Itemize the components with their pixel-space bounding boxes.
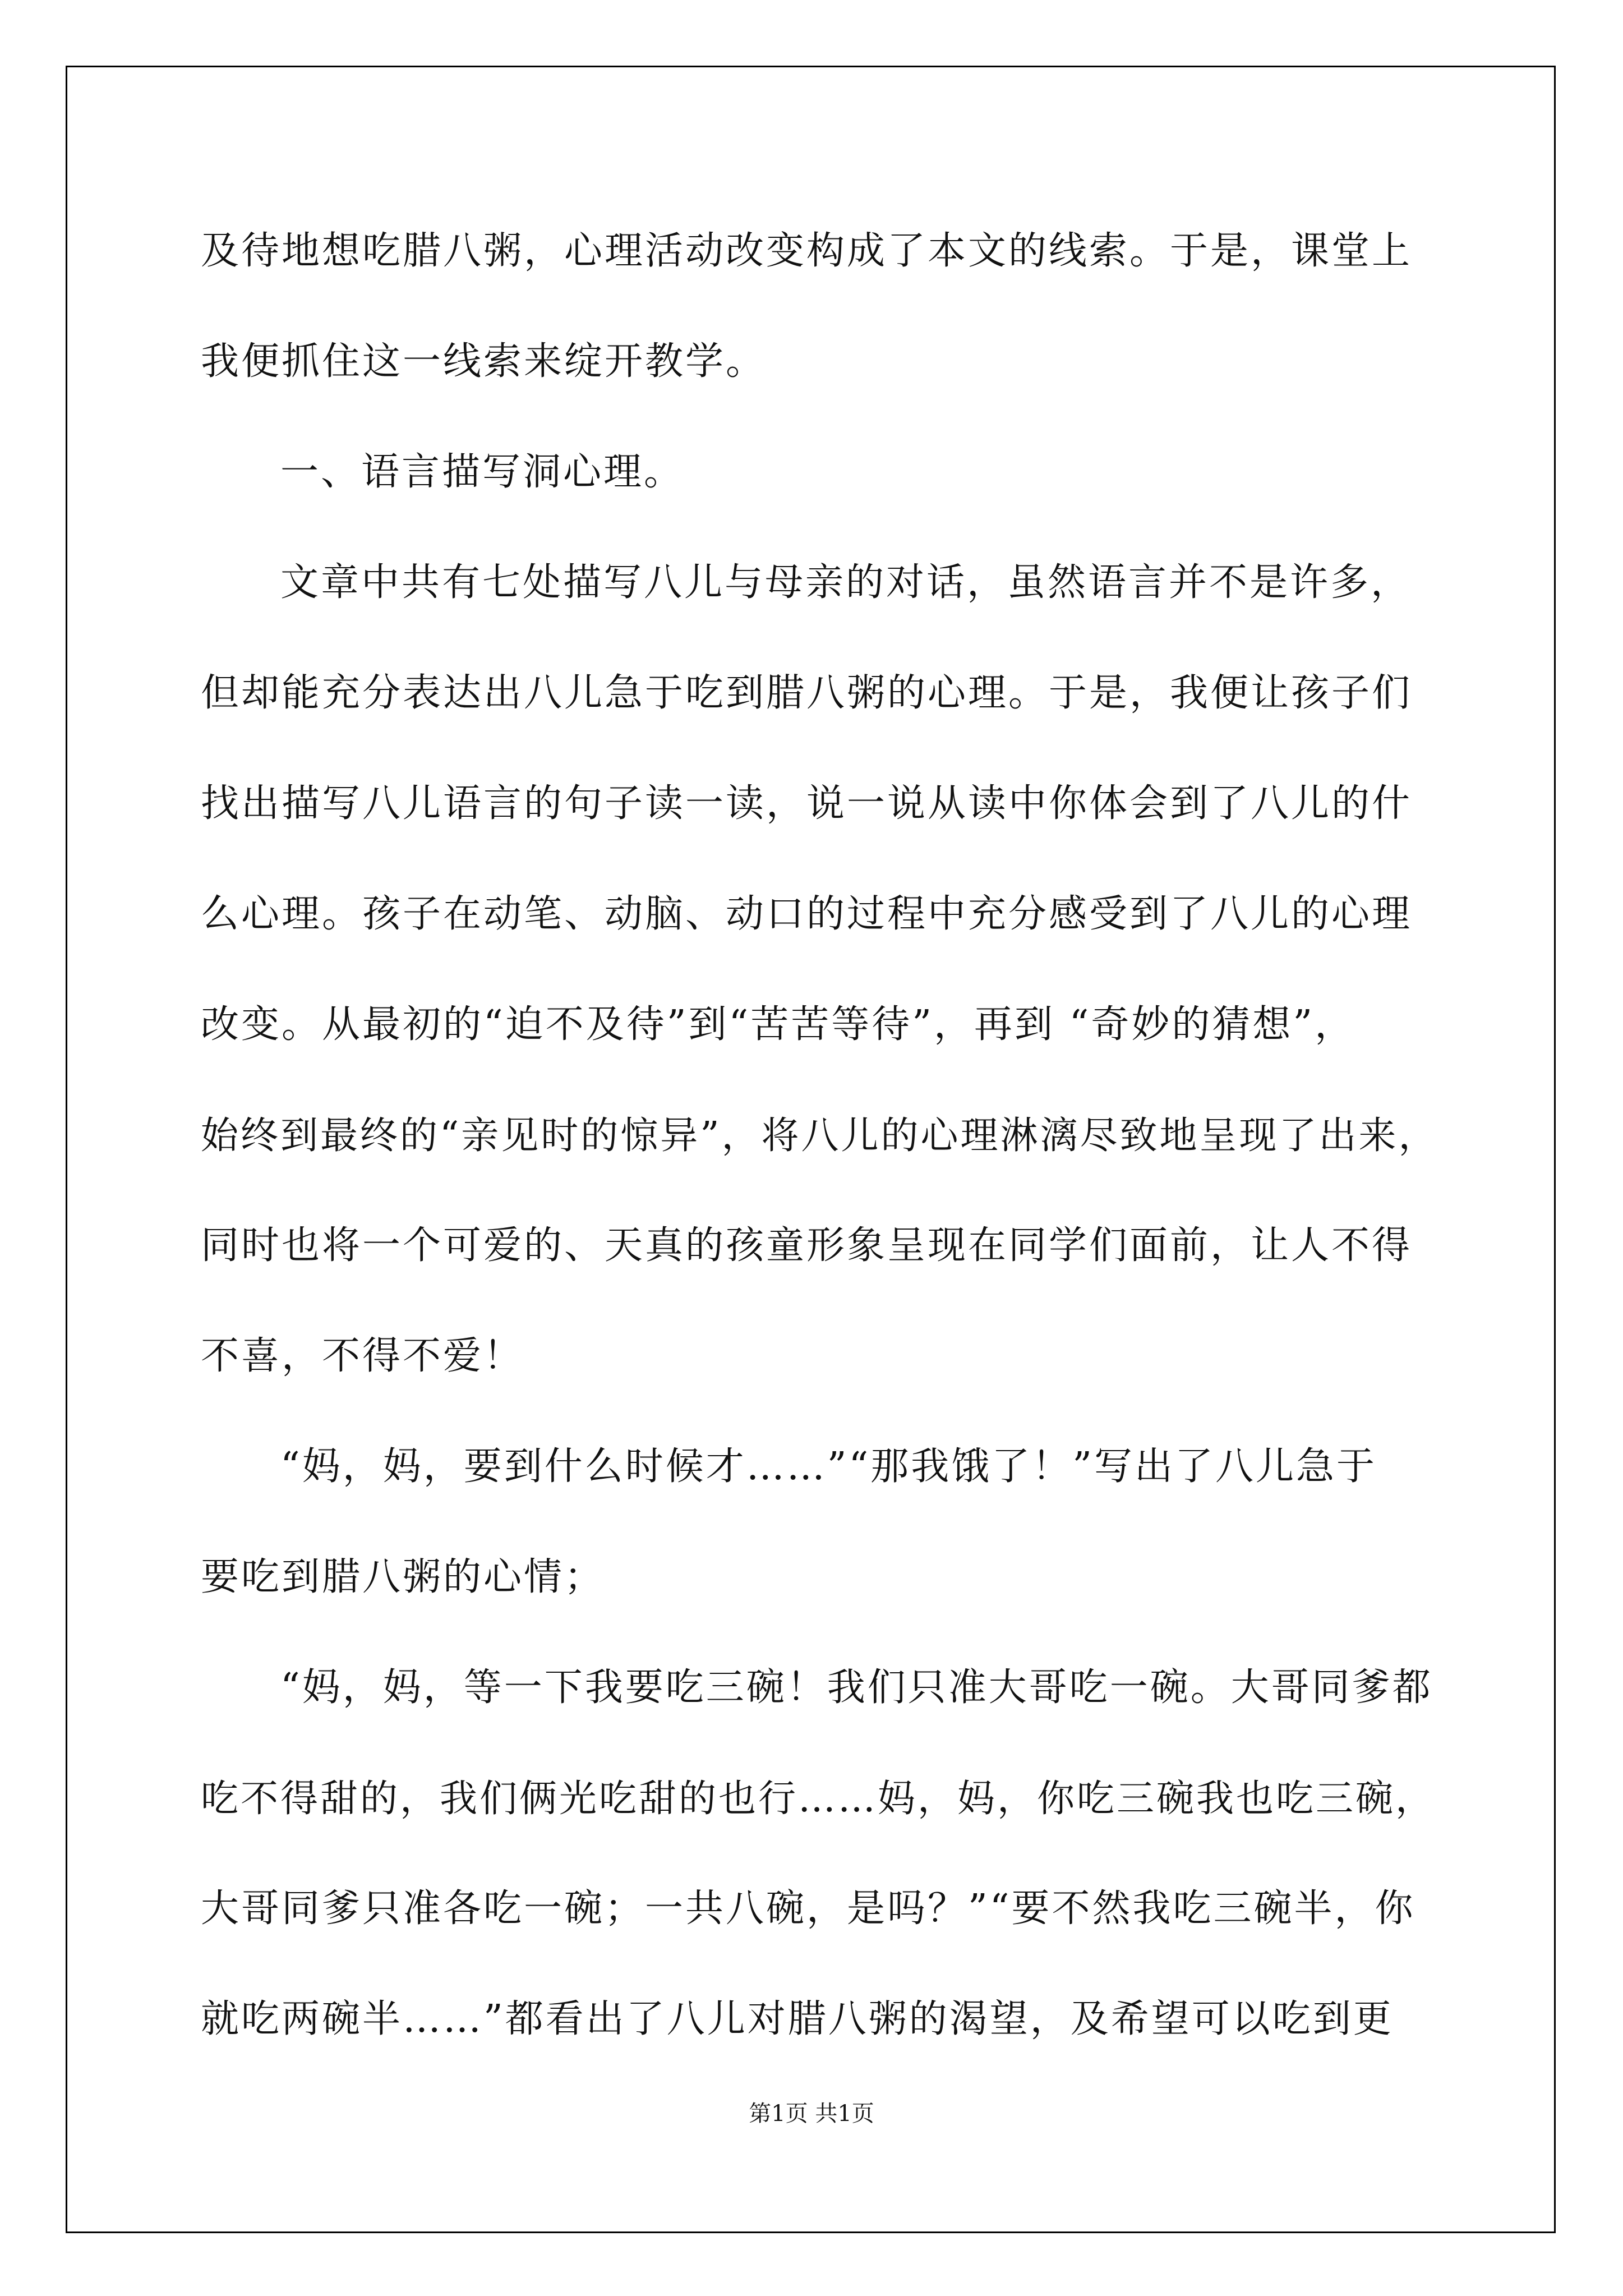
text-line: “妈，妈，等一下我要吃三碗！我们只准大哥吃一碗。大哥同爹都 bbox=[280, 1665, 1433, 1710]
text-line: 要吃到腊八粥的心情； bbox=[201, 1555, 605, 1599]
text-line: 么心理。孩子在动笔、动脑、动口的过程中充分感受到了八儿的心理 bbox=[201, 892, 1413, 936]
text-line: 文章中共有七处描写八儿与母亲的对话，虽然语言并不是许多， bbox=[280, 560, 1412, 605]
section-heading: 一、语言描写洞心理。 bbox=[280, 450, 685, 494]
text-line: 改变。从最初的“迫不及待”到“苦苦等待”，再到 “奇妙的猜想”， bbox=[201, 1002, 1355, 1047]
text-line: 找出描写八儿语言的句子读一读，说一说从读中你体会到了八儿的什 bbox=[201, 781, 1413, 826]
page-footer: 第1页 共1页 bbox=[749, 2101, 874, 2127]
text-line: 就吃两碗半……”都看出了八儿对腊八粥的渴望，及希望可以吃到更 bbox=[201, 1997, 1394, 2041]
text-line: “妈，妈，要到什么时候才……”“那我饿了！”写出了八儿急于 bbox=[280, 1444, 1377, 1489]
text-line: 大哥同爹只准各吃一碗；一共八碗，是吗？”“要不然我吃三碗半，你 bbox=[201, 1887, 1415, 1931]
text-line: 我便抓住这一线索来绽开教学。 bbox=[201, 339, 767, 384]
text-line: 但却能充分表达出八儿急于吃到腊八粥的心理。于是，我便让孩子们 bbox=[201, 671, 1413, 715]
text-line: 吃不得甜的，我们俩光吃甜的也行……妈，妈，你吃三碗我也吃三碗， bbox=[201, 1777, 1435, 1820]
text-line: 及待地想吃腊八粥，心理活动改变构成了本文的线索。于是，课堂上 bbox=[201, 229, 1413, 273]
text-line: 同时也将一个可爱的、天真的孩童形象呈现在同学们面前，让人不得 bbox=[201, 1223, 1413, 1268]
text-line: 不喜，不得不爱！ bbox=[201, 1334, 524, 1378]
text-line: 始终到最终的“亲见时的惊异”，将八儿的心理淋漓尽致地呈现了出来， bbox=[201, 1114, 1438, 1157]
